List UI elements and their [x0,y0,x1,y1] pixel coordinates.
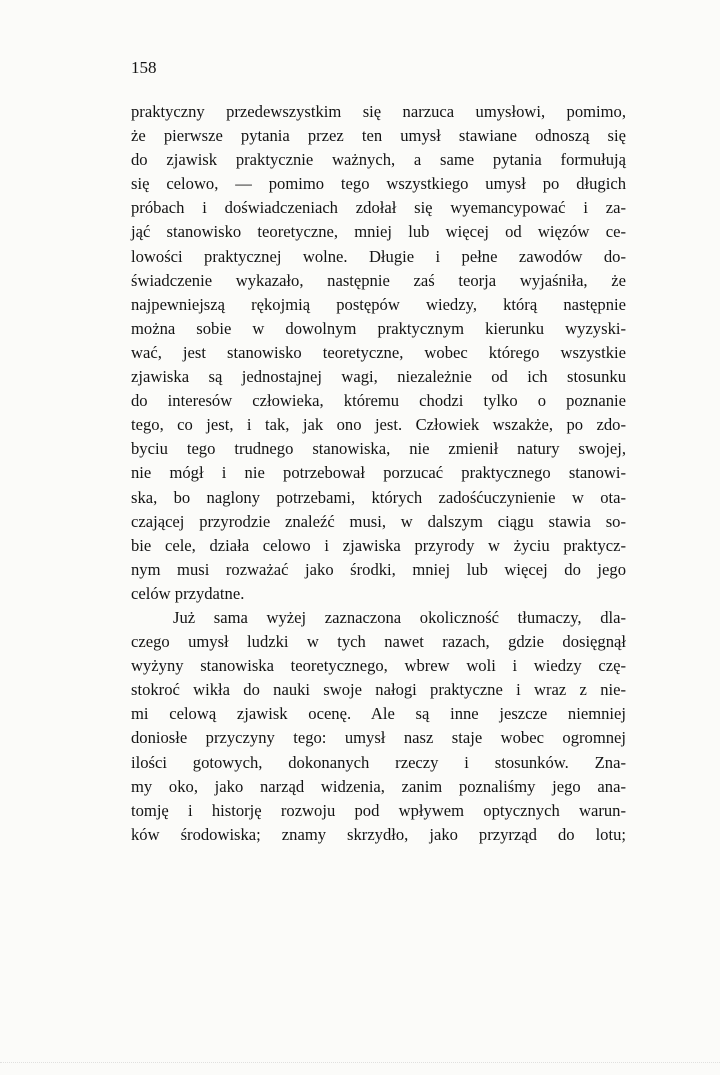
text-line: Już sama wyżej zaznaczona okoliczność tłumaczy, dla- [173,607,626,627]
text-line: tomję i historję rozwoju pod wpływem optycznych warun- [131,800,626,820]
text-line: jąć stanowisko teoretyczne, mniej lub więcej od więzów ce- [131,222,626,242]
text-line: najpewniejszą rękojmią postępów wiedzy, którą następnie [131,294,626,314]
text-line: tego, co jest, i tak, jak ono jest. Człowiek wszakże, po zdo- [131,415,626,435]
text-line: do interesów człowieka, któremu chodzi tylko o poznanie [131,391,626,411]
text-line: się celowo, — pomimo tego wszystkiego umysł po długich [131,174,626,194]
text-line: próbach i doświadczeniach zdołał się wyemancypować i za- [131,198,626,218]
text-line: ilości gotowych, dokonanych rzeczy i stosunków. Zna- [131,752,626,772]
text-line: stokroć wikła do nauki swoje nałogi praktyczne i wraz z nie- [131,680,626,700]
text-line: ska, bo naglony potrzebami, których zadośćuczynienie w ota- [131,487,626,507]
text-line: czego umysł ludzki w tych nawet razach, gdzie dosięgnął [131,632,626,652]
body-text [131,100,626,847]
text-line: można sobie w dowolnym praktycznym kierunku wyzyski- [131,318,626,338]
text-line: czającej przyrodzie znaleźć musi, w dalszym ciągu stawia so- [131,511,626,531]
text-line: byciu tego trudnego stanowiska, nie zmienił natury swojej, [131,439,626,459]
page-number: 158 [131,58,157,77]
text-line: lowości praktycznej wolne. Długie i pełne zawodów do- [131,246,626,266]
text-line: nym musi rozważać jako środki, mniej lub więcej do jego [131,559,626,579]
scan-edge-dots [0,1062,720,1071]
text-line: celów przydatne. [131,583,245,603]
text-line: bie cele, działa celowo i zjawiska przyrody w życiu praktycz- [131,535,626,555]
text-line: my oko, jako narząd widzenia, zanim poznaliśmy jego ana- [131,776,626,796]
text-line: nie mógł i nie potrzebował porzucać praktycznego stanowi- [131,463,626,483]
text-line: mi celową zjawisk ocenę. Ale są inne jeszcze niemniej [131,704,626,724]
text-line: że pierwsze pytania przez ten umysł stawiane odnoszą się [131,126,626,146]
text-line: zjawiska są jednostajnej wagi, niezależnie od ich stosunku [131,367,626,387]
text-line: praktyczny przedewszystkim się narzuca umysłowi, pomimo, [131,102,626,121]
text-line: świadczenie wykazało, następnie zaś teorja wyjaśniła, że [131,270,626,290]
text-line: do zjawisk praktycznie ważnych, a same pytania formułują [131,150,626,170]
text-line: doniosłe przyczyny tego: umysł nasz staje wobec ogromnej [131,728,626,748]
text-line: wyżyny stanowiska teoretycznego, wbrew woli i wiedzy czę- [131,656,626,676]
text-line: wać, jest stanowisko teoretyczne, wobec którego wszystkie [131,342,626,362]
text-line: ków środowiska; znamy skrzydło, jako przyrząd do lotu; [131,824,626,844]
